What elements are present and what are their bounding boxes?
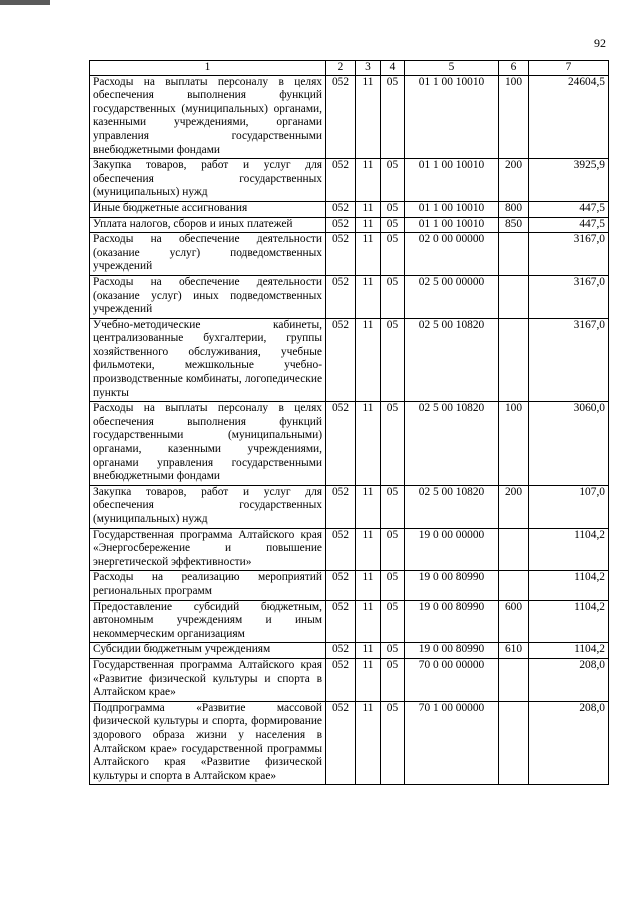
ministry-code-cell: 052 — [326, 485, 356, 528]
column-header: 4 — [381, 61, 405, 76]
subsection-code-cell: 05 — [381, 217, 405, 233]
expense-name-cell: Расходы на реализацию мероприятий региональных программ — [90, 571, 326, 600]
expense-type-cell — [499, 233, 529, 276]
amount-cell: 107,0 — [529, 485, 609, 528]
expense-name-cell: Иные бюджетные ассигнования — [90, 201, 326, 217]
amount-cell: 3167,0 — [529, 318, 609, 402]
article-code-cell: 19 0 00 00000 — [405, 528, 499, 571]
article-code-cell: 01 1 00 10010 — [405, 159, 499, 202]
expense-name-cell: Государственная программа Алтайского края «Развитие физической культуры и спорта в Алтайском крае» — [90, 658, 326, 701]
article-code-cell: 19 0 00 80990 — [405, 571, 499, 600]
table-header-row — [90, 61, 609, 76]
expense-type-cell: 100 — [499, 75, 529, 159]
table-row — [90, 217, 609, 233]
budget-table — [89, 60, 609, 785]
ministry-code-cell: 052 — [326, 201, 356, 217]
section-code-cell: 11 — [356, 75, 381, 159]
expense-type-cell: 800 — [499, 201, 529, 217]
subsection-code-cell: 05 — [381, 233, 405, 276]
article-code-cell: 02 5 00 10820 — [405, 485, 499, 528]
table-row — [90, 318, 609, 402]
expense-name-cell: Закупка товаров, работ и услуг для обеспечения государственных (муниципальных) нужд — [90, 485, 326, 528]
table-row — [90, 402, 609, 486]
amount-cell: 447,5 — [529, 201, 609, 217]
subsection-code-cell: 05 — [381, 643, 405, 659]
article-code-cell: 02 5 00 00000 — [405, 275, 499, 318]
column-header: 2 — [326, 61, 356, 76]
subsection-code-cell: 05 — [381, 701, 405, 785]
section-code-cell: 11 — [356, 643, 381, 659]
section-code-cell: 11 — [356, 701, 381, 785]
ministry-code-cell: 052 — [326, 402, 356, 486]
section-code-cell: 11 — [356, 571, 381, 600]
amount-cell: 3925,9 — [529, 159, 609, 202]
expense-type-cell: 610 — [499, 643, 529, 659]
expense-name-cell: Уплата налогов, сборов и иных платежей — [90, 217, 326, 233]
subsection-code-cell: 05 — [381, 201, 405, 217]
ministry-code-cell: 052 — [326, 528, 356, 571]
amount-cell: 208,0 — [529, 701, 609, 785]
section-code-cell: 11 — [356, 159, 381, 202]
table-row — [90, 75, 609, 159]
subsection-code-cell: 05 — [381, 318, 405, 402]
article-code-cell: 19 0 00 80990 — [405, 643, 499, 659]
section-code-cell: 11 — [356, 402, 381, 486]
ministry-code-cell: 052 — [326, 571, 356, 600]
ministry-code-cell: 052 — [326, 75, 356, 159]
expense-name-cell: Субсидии бюджетным учреждениям — [90, 643, 326, 659]
ministry-code-cell: 052 — [326, 217, 356, 233]
expense-type-cell — [499, 528, 529, 571]
article-code-cell: 19 0 00 80990 — [405, 600, 499, 643]
subsection-code-cell: 05 — [381, 275, 405, 318]
column-header: 5 — [405, 61, 499, 76]
section-code-cell: 11 — [356, 233, 381, 276]
ministry-code-cell: 052 — [326, 233, 356, 276]
article-code-cell: 02 5 00 10820 — [405, 318, 499, 402]
table-row — [90, 600, 609, 643]
subsection-code-cell: 05 — [381, 485, 405, 528]
expense-name-cell: Учебно-методические кабинеты, централизованные бухгалтерии, группы хозяйственного обслуживания, учебные фильмотеки, межшкольные учебно-производственные комбинаты, логопедические пункты — [90, 318, 326, 402]
subsection-code-cell: 05 — [381, 75, 405, 159]
expense-name-cell: Закупка товаров, работ и услуг для обеспечения государственных (муниципальных) нужд — [90, 159, 326, 202]
ministry-code-cell: 052 — [326, 275, 356, 318]
table-row — [90, 701, 609, 785]
expense-type-cell: 200 — [499, 485, 529, 528]
table-row — [90, 201, 609, 217]
ministry-code-cell: 052 — [326, 600, 356, 643]
expense-name-cell: Расходы на обеспечение деятельности (оказание услуг) подведомственных учреждений — [90, 233, 326, 276]
amount-cell: 24604,5 — [529, 75, 609, 159]
amount-cell: 1104,2 — [529, 643, 609, 659]
amount-cell: 1104,2 — [529, 600, 609, 643]
expense-name-cell: Расходы на выплаты персоналу в целях обеспечения выполнения функций государственных (муниципальных) органами, казенными учреждениями, органами управления государственными внебюджетными фондами — [90, 75, 326, 159]
table-row — [90, 643, 609, 659]
table-row — [90, 233, 609, 276]
subsection-code-cell: 05 — [381, 402, 405, 486]
expense-type-cell: 850 — [499, 217, 529, 233]
table-row — [90, 159, 609, 202]
subsection-code-cell: 05 — [381, 571, 405, 600]
article-code-cell: 01 1 00 10010 — [405, 75, 499, 159]
section-code-cell: 11 — [356, 201, 381, 217]
ministry-code-cell: 052 — [326, 658, 356, 701]
expense-type-cell — [499, 658, 529, 701]
table-row — [90, 571, 609, 600]
column-header: 3 — [356, 61, 381, 76]
subsection-code-cell: 05 — [381, 528, 405, 571]
subsection-code-cell: 05 — [381, 658, 405, 701]
section-code-cell: 11 — [356, 658, 381, 701]
ministry-code-cell: 052 — [326, 159, 356, 202]
ministry-code-cell: 052 — [326, 643, 356, 659]
expense-name-cell: Расходы на обеспечение деятельности (оказание услуг) иных подведомственных учреждений — [90, 275, 326, 318]
subsection-code-cell: 05 — [381, 159, 405, 202]
table-row — [90, 485, 609, 528]
column-header: 6 — [499, 61, 529, 76]
amount-cell: 1104,2 — [529, 528, 609, 571]
table-row — [90, 658, 609, 701]
article-code-cell: 02 0 00 00000 — [405, 233, 499, 276]
subsection-code-cell: 05 — [381, 600, 405, 643]
amount-cell: 3060,0 — [529, 402, 609, 486]
amount-cell: 447,5 — [529, 217, 609, 233]
expense-type-cell: 200 — [499, 159, 529, 202]
table-row — [90, 528, 609, 571]
expense-name-cell: Расходы на выплаты персоналу в целях обеспечения выполнения функций государственными (муниципальными) органами, казенными учреждениями, органами управления государственными внебюджетными фондами — [90, 402, 326, 486]
amount-cell: 3167,0 — [529, 233, 609, 276]
article-code-cell: 02 5 00 10820 — [405, 402, 499, 486]
section-code-cell: 11 — [356, 528, 381, 571]
scan-edge-mark — [0, 0, 50, 5]
section-code-cell: 11 — [356, 217, 381, 233]
amount-cell: 208,0 — [529, 658, 609, 701]
article-code-cell: 01 1 00 10010 — [405, 217, 499, 233]
column-header: 7 — [529, 61, 609, 76]
section-code-cell: 11 — [356, 600, 381, 643]
table-body — [90, 75, 609, 785]
expense-type-cell — [499, 318, 529, 402]
amount-cell: 1104,2 — [529, 571, 609, 600]
table-row — [90, 275, 609, 318]
article-code-cell: 70 1 00 00000 — [405, 701, 499, 785]
section-code-cell: 11 — [356, 485, 381, 528]
column-header: 1 — [90, 61, 326, 76]
expense-type-cell: 600 — [499, 600, 529, 643]
amount-cell: 3167,0 — [529, 275, 609, 318]
ministry-code-cell: 052 — [326, 318, 356, 402]
expense-type-cell: 100 — [499, 402, 529, 486]
expense-type-cell — [499, 701, 529, 785]
article-code-cell: 70 0 00 00000 — [405, 658, 499, 701]
section-code-cell: 11 — [356, 275, 381, 318]
expense-name-cell: Государственная программа Алтайского края «Энергосбережение и повышение энергетической эффективности» — [90, 528, 326, 571]
section-code-cell: 11 — [356, 318, 381, 402]
ministry-code-cell: 052 — [326, 701, 356, 785]
expense-name-cell: Подпрограмма «Развитие массовой физической культуры и спорта, формирование здорового образа жизни у населения в Алтайском крае» государственной программы Алтайского края «Развитие физической культуры и спорта в Алтайском крае» — [90, 701, 326, 785]
expense-type-cell — [499, 571, 529, 600]
expense-name-cell: Предоставление субсидий бюджетным, автономным учреждениям и иным некоммерческим организациям — [90, 600, 326, 643]
page-number: 92 — [594, 36, 606, 50]
article-code-cell: 01 1 00 10010 — [405, 201, 499, 217]
expense-type-cell — [499, 275, 529, 318]
